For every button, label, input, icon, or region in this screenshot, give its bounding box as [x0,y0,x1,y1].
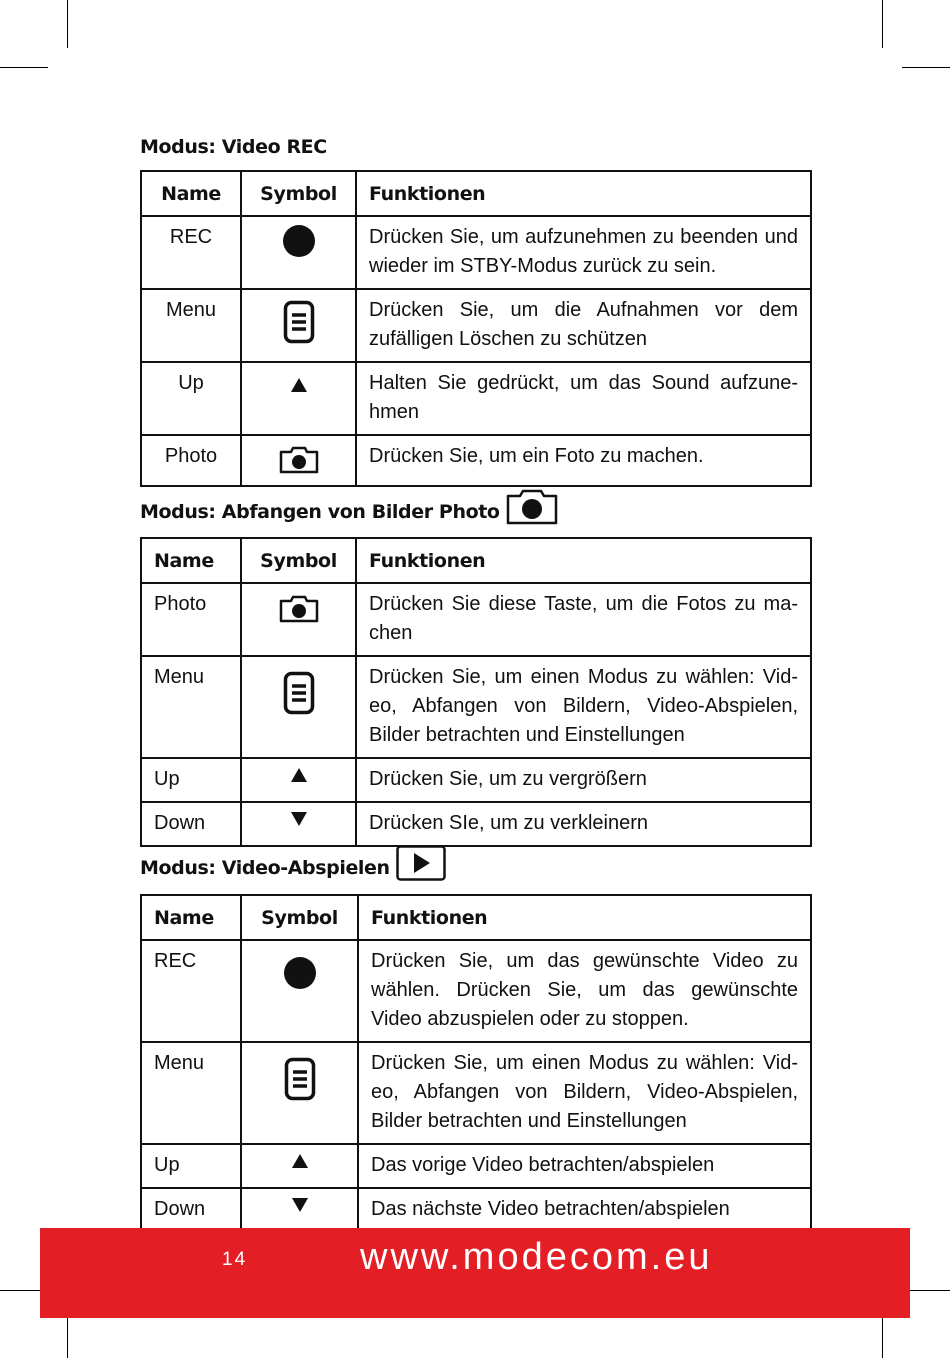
table-row [141,940,811,1042]
table-row [141,1144,811,1188]
table-header-row [141,895,811,940]
column-header: Funktionen [356,171,811,216]
column-header: Symbol [241,895,358,940]
function-description: Drücken Sie, um zu vergrößern [356,758,811,802]
function-description: Das vorige Video betrachten/abspielen [358,1144,811,1188]
symbol-cell [241,216,356,289]
function-table [140,894,812,1233]
column-header: Symbol [241,538,356,583]
website-url: www.modecom.eu [360,1236,713,1278]
column-header: Name [141,171,241,216]
table-row [141,1188,811,1232]
table-row [141,758,811,802]
symbol-cell [241,435,356,486]
function-description: Drücken Sie, um einen Modus zu wählen: Vid-eo, Abfangen von Bildern, Video-Abspielen, Bilder betrachten und Einstellungen [358,1042,811,1144]
symbol-cell [241,362,356,435]
symbol-cell [241,656,356,758]
column-header: Name [141,895,241,940]
heading-text: Modus: Video-Abspielen [140,857,390,879]
table-row [141,435,811,486]
function-table [140,170,812,487]
function-description: Drücken Sie, um ein Foto zu machen. [356,435,811,486]
table-row [141,289,811,362]
section-heading [140,489,558,525]
symbol-cell [241,1144,358,1188]
crop-mark [902,67,950,68]
play-icon [396,845,446,881]
button-name: Down [141,802,241,846]
function-description: Drücken Sie, um das gewünschte Video zu wählen. Drücken Sie, um das gewünschte Video abzuspielen oder zu stoppen. [358,940,811,1042]
function-description: Drücken Sie, um aufzunehmen zu beenden und wieder im STBY-Modus zurück zu sein. [356,216,811,289]
section-heading [140,845,446,881]
button-name: Up [141,1144,241,1188]
camera-icon [506,489,558,525]
function-description: Das nächste Video betrachten/abspielen [358,1188,811,1232]
menu-icon [283,671,315,715]
symbol-cell [241,758,356,802]
symbol-cell [241,583,356,656]
table-header-row [141,171,811,216]
camera-icon [279,446,319,474]
button-name: Up [141,362,241,435]
button-name: Photo [141,583,241,656]
menu-icon [284,1057,316,1101]
button-name: Menu [141,656,241,758]
table-row [141,583,811,656]
column-header: Name [141,538,241,583]
button-name: REC [141,216,241,289]
button-name: Photo [141,435,241,486]
button-name: REC [141,940,241,1042]
column-header: Funktionen [358,895,811,940]
heading-text: Modus: Abfangen von Bilder Photo [140,501,500,523]
table-row [141,656,811,758]
table-row [141,216,811,289]
triangle-down-icon [291,1197,309,1213]
button-name: Down [141,1188,241,1232]
record-dot-icon [281,223,317,259]
page-number: 14 [222,1249,248,1270]
camera-icon [279,595,319,623]
function-description: Drücken Sie, um einen Modus zu wählen: Vid-eo, Abfangen von Bildern, Video-Abspielen, Bilder betrachten und Einstellungen [356,656,811,758]
function-description: Halten Sie gedrückt, um das Sound aufzune-hmen [356,362,811,435]
column-header: Funktionen [356,538,811,583]
section-heading [140,136,327,158]
table-row [141,1042,811,1144]
button-name: Menu [141,1042,241,1144]
table-row [141,362,811,435]
table-row [141,802,811,846]
function-description: Drücken SIe, um zu verkleinern [356,802,811,846]
crop-mark [67,0,68,48]
crop-mark [0,67,48,68]
crop-mark [882,0,883,48]
record-dot-icon [282,955,318,991]
menu-icon [283,300,315,344]
triangle-up-icon [291,1153,309,1169]
symbol-cell [241,940,358,1042]
button-name: Menu [141,289,241,362]
symbol-cell [241,289,356,362]
symbol-cell [241,1188,358,1232]
symbol-cell [241,802,356,846]
column-header: Symbol [241,171,356,216]
function-table [140,537,812,847]
triangle-down-icon [290,811,308,827]
footer-bar [40,1228,910,1318]
function-description: Drücken Sie, um die Aufnahmen vor dem zufälligen Löschen zu schützen [356,289,811,362]
button-name: Up [141,758,241,802]
heading-text: Modus: Video REC [140,136,327,158]
function-description: Drücken Sie diese Taste, um die Fotos zu ma-chen [356,583,811,656]
triangle-up-icon [290,377,308,393]
table-header-row [141,538,811,583]
symbol-cell [241,1042,358,1144]
triangle-up-icon [290,767,308,783]
